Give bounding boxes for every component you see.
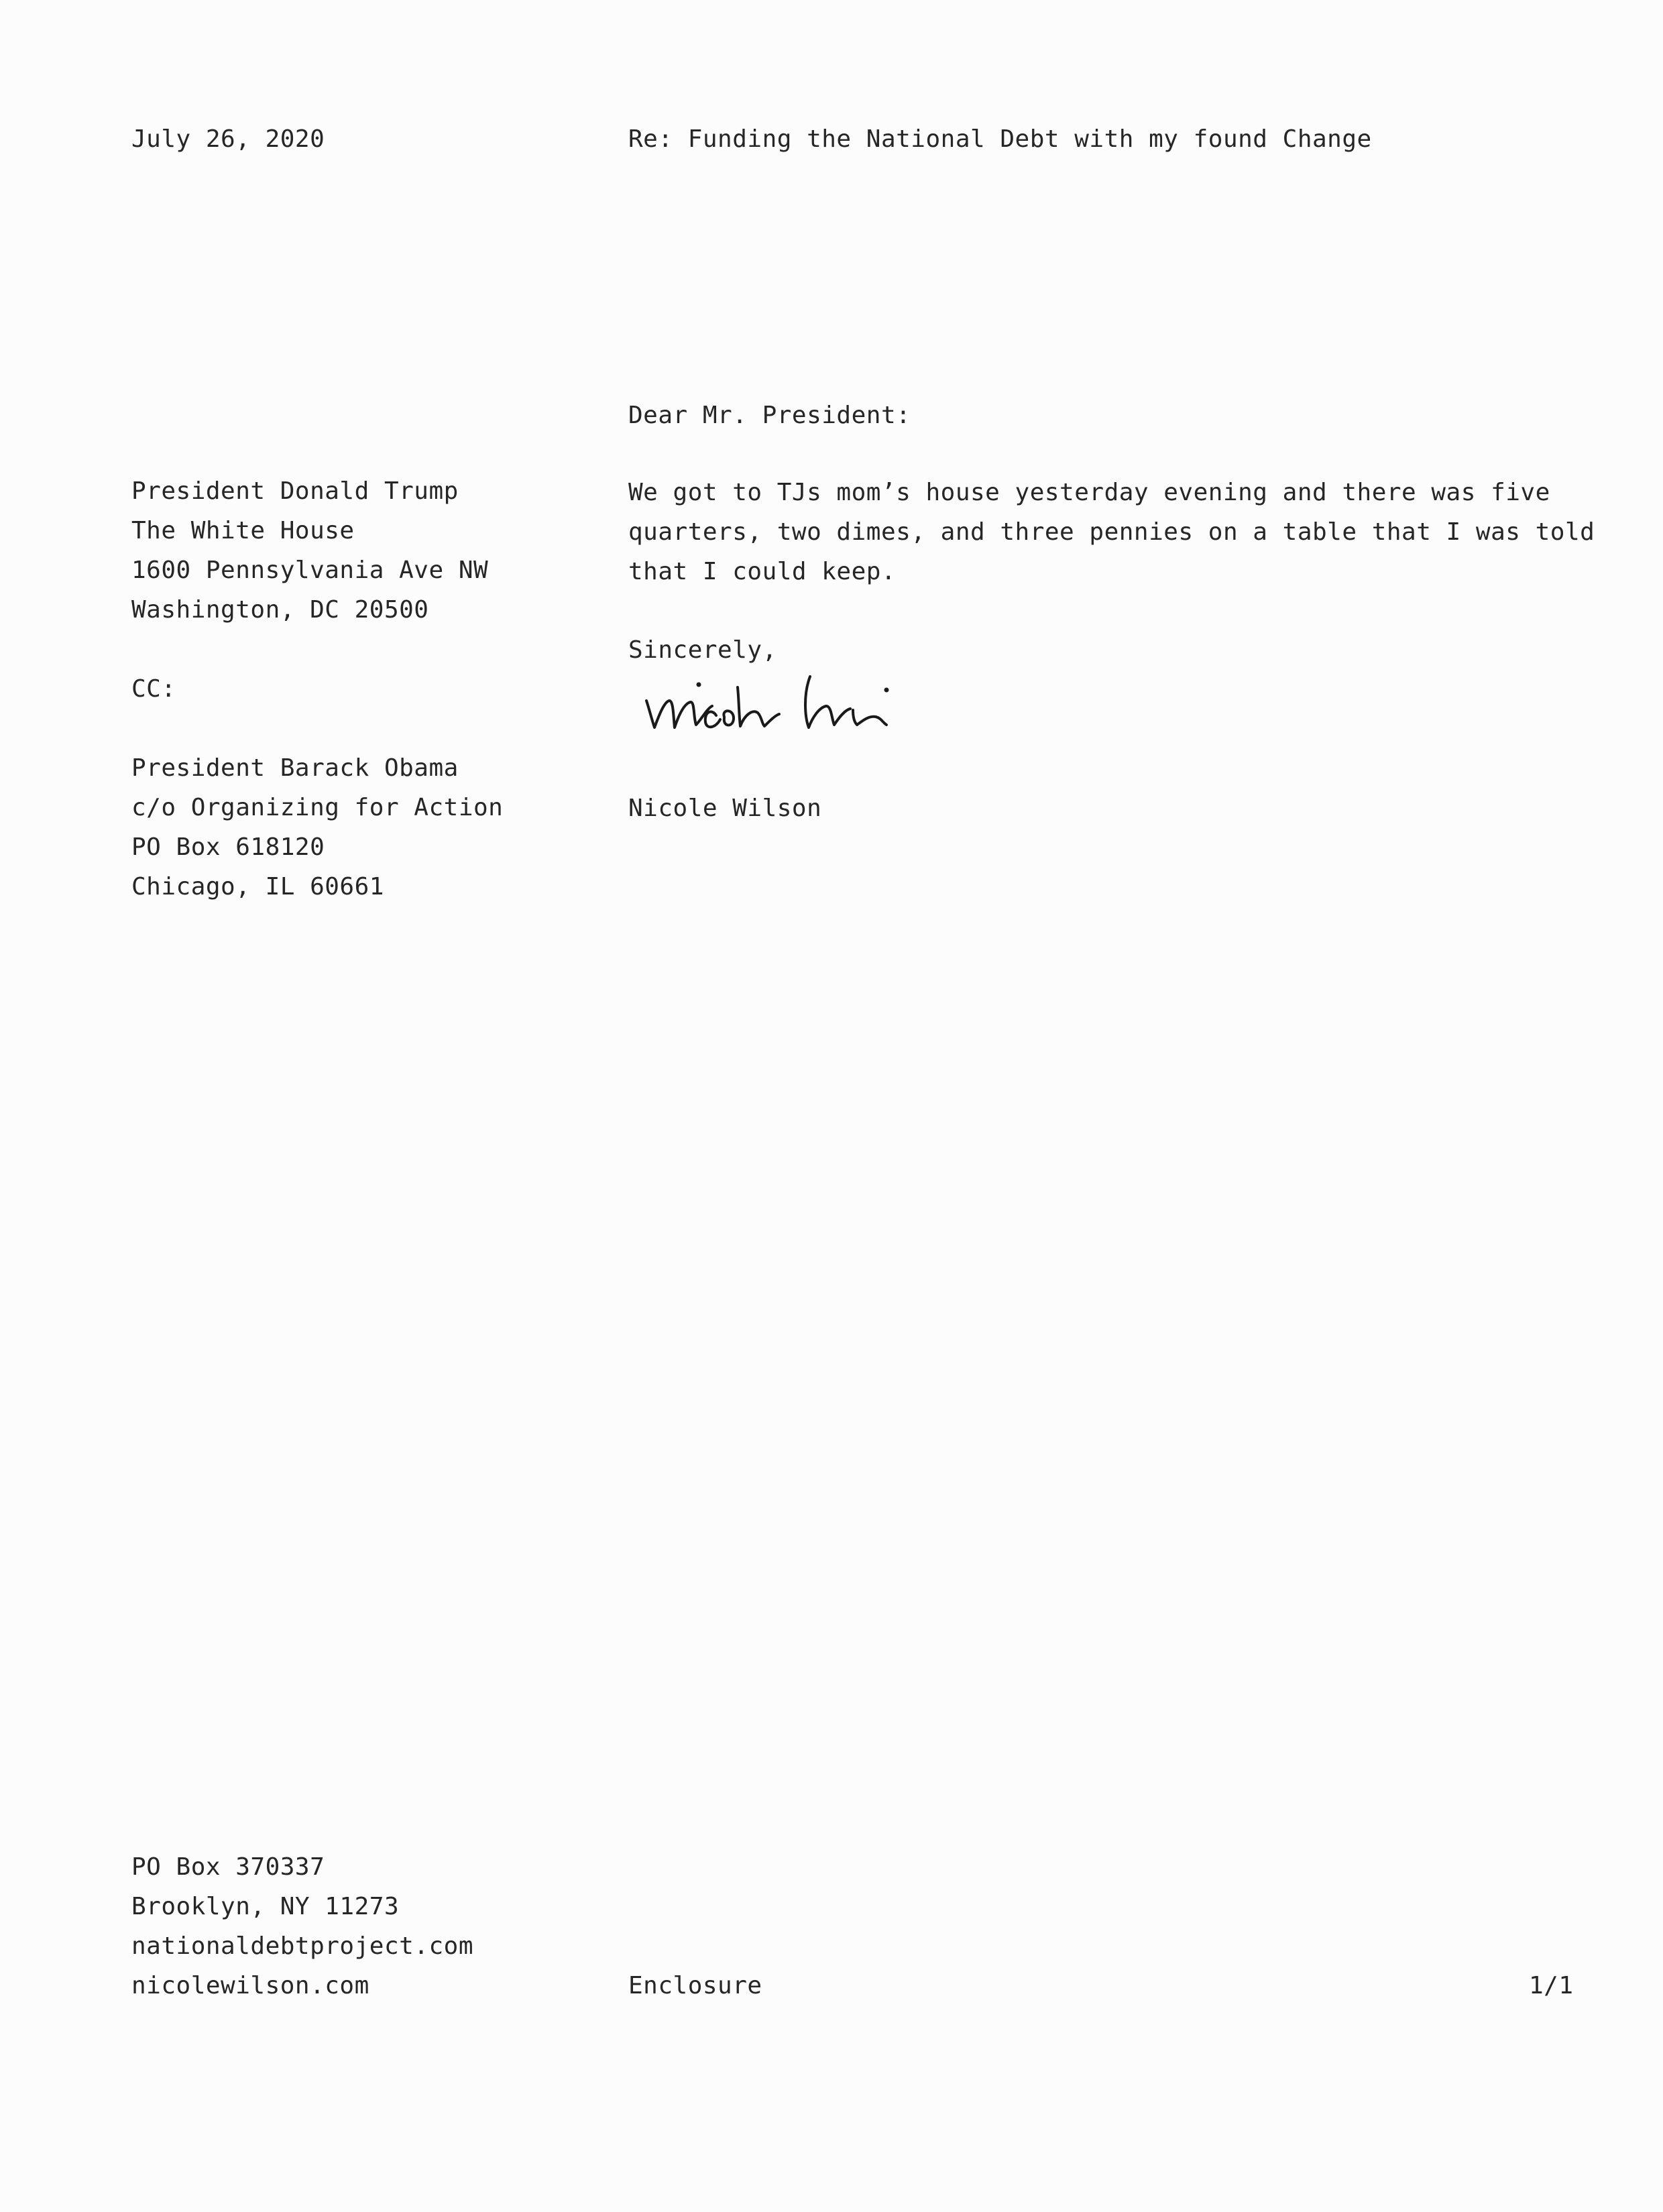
letter-date: July 26, 2020 (131, 125, 325, 153)
sender-line: Brooklyn, NY 11273 (131, 1893, 400, 1920)
letter-subject: Re: Funding the National Debt with my found Change (628, 125, 1372, 153)
closing: Sincerely, (628, 636, 777, 664)
signer-name: Nicole Wilson (628, 795, 822, 822)
sender-website: nicolewilson.com (131, 1972, 369, 1999)
handwritten-signature (637, 660, 959, 754)
cc-line: President Barack Obama (131, 754, 459, 782)
recipient-line: Washington, DC 20500 (131, 596, 429, 624)
cc-line: Chicago, IL 60661 (131, 873, 384, 900)
cc-line: c/o Organizing for Action (131, 794, 504, 821)
page-number: 1/1 (1529, 1972, 1574, 1999)
salutation: Dear Mr. President: (628, 402, 911, 429)
recipient-address (131, 471, 488, 630)
sender-address (131, 1847, 473, 2005)
recipient-line: President Donald Trump (131, 477, 459, 505)
recipient-line: 1600 Pennsylvania Ave NW (131, 557, 489, 584)
body-line: quarters, two dimes, and three pennies on a table that I was told (628, 518, 1595, 546)
recipient-line: The White House (131, 517, 355, 544)
sender-website: nationaldebtproject.com (131, 1932, 473, 1960)
body-line: We got to TJs mom’s house yesterday evening and there was five (628, 479, 1550, 506)
enclosure-note: Enclosure (628, 1972, 762, 1999)
body-line: that I could keep. (628, 558, 897, 585)
letter-body (628, 473, 1595, 591)
cc-address (131, 748, 503, 907)
sender-line: PO Box 370337 (131, 1853, 325, 1881)
cc-label: CC: (131, 675, 176, 703)
cc-line: PO Box 618120 (131, 833, 325, 861)
